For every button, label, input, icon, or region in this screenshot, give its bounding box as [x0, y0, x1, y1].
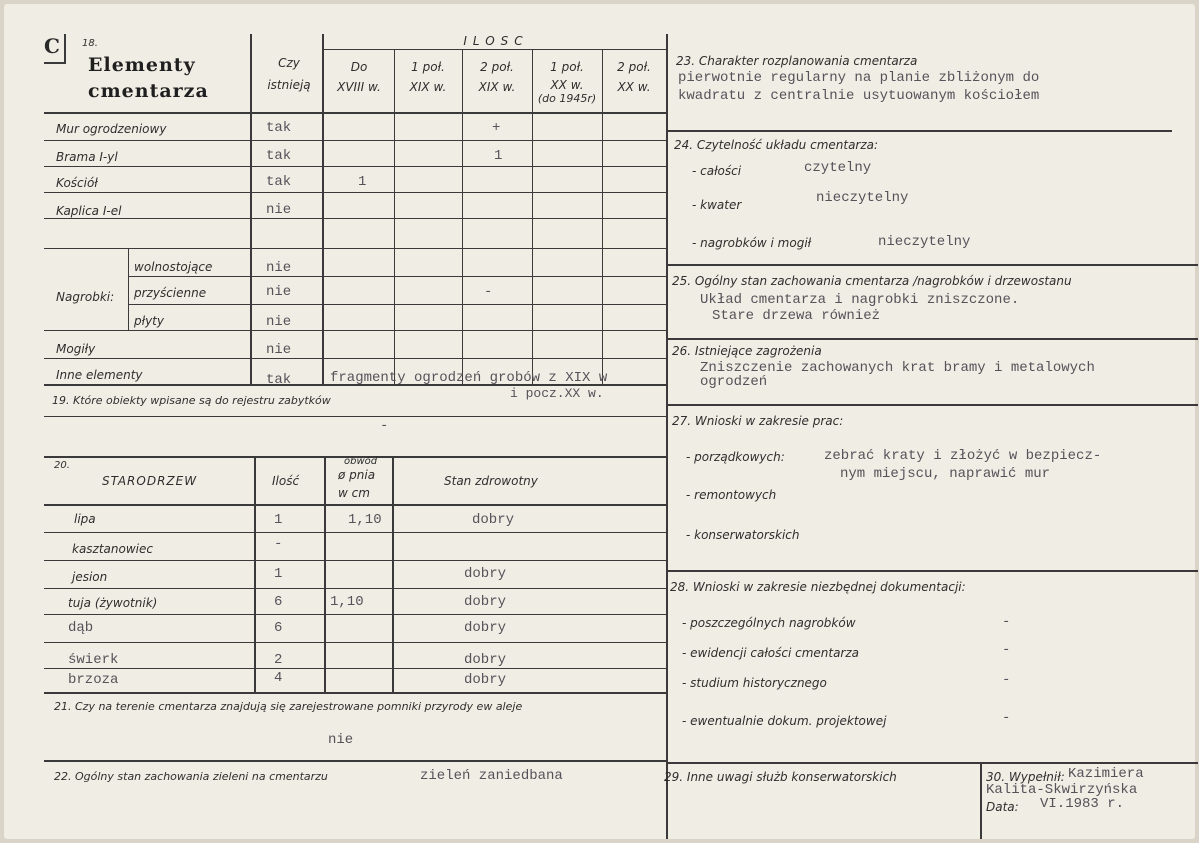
row-label-slabs: płyty [134, 314, 164, 328]
q28-item-0-label: - poszczególnych nagrobków [682, 616, 856, 630]
tree-name-5: świerk [68, 652, 119, 668]
row-label-church: Kościół [56, 176, 98, 190]
q21-label: 21. Czy na terenie cmentarza znajdują się zarejestrowane pomniki przyrody ew aleje [54, 700, 523, 713]
period-4-line1: 1 poł. [550, 60, 584, 74]
grid-v-trees-diameter [324, 458, 326, 694]
tree-name-3: tuja (żywotnik) [68, 596, 158, 610]
q23-value-line2: kwadratu z centralnie usytuowanym kościołem [678, 88, 1040, 104]
grid-h-t7 [44, 692, 666, 694]
tree-count-5: 2 [274, 652, 283, 668]
row-label-other: Inne elementy [56, 368, 143, 382]
tree-name-6: brzoza [68, 672, 119, 688]
trees-col-diameter-1: ø pnia [338, 468, 376, 482]
q25-label: 25. Ogólny stan zachowania cmentarza /nagrobków i drzewostanu [672, 274, 1072, 288]
grid-h-q25-bottom [668, 338, 1198, 340]
row-label-freestanding: wolnostojące [134, 260, 213, 274]
tree-count-2: 1 [274, 566, 283, 582]
q28-item-3-label: - ewentualnie dokum. projektowej [682, 714, 887, 728]
tree-health-4: dobry [464, 620, 507, 636]
col-quantity-header: ILOSC [463, 34, 529, 48]
row-value-other-line2: i pocz.XX w. [510, 386, 604, 401]
row-label-tombstones: Nagrobki: [56, 290, 115, 304]
trees-col-diameter-2: w cm [338, 486, 370, 500]
grid-h-r7 [128, 304, 666, 305]
tree-count-1: - [274, 536, 283, 552]
grid-h-q26-bottom [668, 404, 1198, 406]
grid-h-t5 [44, 642, 666, 643]
period-3-line2: XIX w. [478, 80, 516, 94]
tree-health-2: dobry [464, 566, 507, 582]
grid-v-center [666, 34, 668, 839]
q26-label: 26. Istniejące zagrożenia [672, 344, 822, 358]
tree-health-6: dobry [464, 672, 507, 688]
grid-h-r4 [44, 218, 666, 219]
field-number-18: 18. [82, 38, 98, 49]
col-exists-line1: Czy [278, 56, 300, 70]
period-2-line2: XIX w. [409, 80, 447, 94]
tree-name-2: jesion [72, 570, 108, 584]
tree-count-4: 6 [274, 620, 283, 636]
trees-col-girth-note: obwód [344, 456, 378, 467]
q24-whole-label: - całości [692, 164, 742, 178]
grid-h-q21-bottom [44, 760, 666, 762]
grid-h-r5 [44, 248, 666, 249]
q24-quarters-label: - kwater [692, 198, 742, 212]
q30-filled-label: 30. Wypełnił: [986, 770, 1065, 784]
q27-order-label: - porządkowych: [686, 450, 785, 464]
q27-conservation-label: - konserwatorskich [686, 528, 800, 542]
tree-diameter-0: 1,10 [348, 512, 382, 528]
row-label-gate: Brama I-yl [56, 150, 118, 164]
tree-count-6: 4 [274, 670, 283, 686]
grid-h-q27-bottom [668, 570, 1198, 572]
grid-h-r1 [44, 140, 666, 141]
period-1-line2: XVIII w. [337, 80, 381, 94]
grid-h-q28-bottom [668, 762, 1198, 764]
period-4-line2: XX w. [550, 78, 584, 92]
grid-h-quantity-sub [322, 49, 666, 50]
row-label-wall-mounted: przyścienne [134, 286, 207, 300]
section-letter-bar [64, 34, 66, 64]
period-5-line2: XX w. [617, 80, 651, 94]
grid-v-trees-count [254, 458, 256, 694]
period-2-line1: 1 poł. [411, 60, 445, 74]
grid-h-r6 [128, 276, 666, 277]
q28-item-0-value: - [1002, 614, 1011, 630]
tree-name-4: dąb [68, 620, 94, 636]
q23-value-line1: pierwotnie regularny na planie zbliżonym do [678, 70, 1040, 86]
grid-h-q23-bottom [668, 130, 1172, 132]
grid-v-p5 [602, 50, 603, 384]
grid-v-p3 [462, 50, 463, 384]
q19-label: 19. Które obiekty wpisane są do rejestru zabytków [52, 394, 331, 407]
row-value-freestanding: nie [266, 260, 292, 276]
q25-value-line1: Układ cmentarza i nagrobki zniszczone. [700, 292, 1020, 308]
trees-col-health: Stan zdrowotny [444, 474, 538, 488]
row-value-other-line1: fragmenty ogrodzeń grobów z XIX w [330, 370, 608, 386]
row-value-wall-p3: + [492, 120, 501, 136]
q27-order-value-line2: nym miejscu, naprawić mur [840, 466, 1051, 482]
q28-item-1-value: - [1002, 642, 1011, 658]
q27-repair-label: - remontowych [686, 488, 777, 502]
trees-col-name: STARODRZEW [102, 474, 198, 488]
grid-v-p4 [532, 50, 533, 384]
q27-label: 27. Wnioski w zakresie prac: [672, 414, 844, 428]
q28-label: 28. Wnioski w zakresie niezbędnej dokumentacji: [670, 580, 966, 594]
q24-whole-value: czytelny [804, 160, 872, 176]
col-exists-line2: istnieją [267, 78, 311, 92]
grid-v-trees-health [392, 458, 394, 694]
row-value-church-exists: tak [266, 174, 292, 190]
grid-h-r3 [44, 192, 666, 193]
period-5-line1: 2 poł. [617, 60, 651, 74]
tree-count-0: 1 [274, 512, 283, 528]
tree-name-0: lipa [74, 512, 96, 526]
q21-value: nie [328, 732, 354, 748]
section-letter-underline [44, 62, 66, 64]
grid-v-p2 [394, 50, 395, 384]
section-letter: C [44, 34, 60, 58]
q24-quarters-value: nieczytelny [816, 190, 909, 206]
row-value-gate-p3: 1 [494, 148, 503, 164]
grid-h-q24-bottom [668, 264, 1198, 266]
tree-health-0: dobry [472, 512, 515, 528]
grid-h-t4 [44, 614, 666, 615]
period-1-line1: Do [350, 60, 368, 74]
q19-value: - [380, 418, 389, 434]
inventory-card [4, 4, 1195, 839]
q28-item-2-label: - studium historycznego [682, 676, 827, 690]
grid-h-q19-mid [44, 416, 666, 417]
grid-h-t2 [44, 560, 666, 561]
q28-item-1-label: - ewidencji całości cmentarza [682, 646, 860, 660]
tree-health-5: dobry [464, 652, 507, 668]
q25-value-line2: Stare drzewa również [712, 308, 881, 324]
q26-value-line1: Zniszczenie zachowanych krat bramy i metalowych [700, 360, 1095, 376]
grid-h-t3 [44, 588, 666, 589]
tree-health-3: dobry [464, 594, 507, 610]
grid-v-tombstones [128, 248, 129, 330]
q24-label: 24. Czytelność układu cmentarza: [674, 138, 879, 152]
grid-h-trees-header [44, 504, 666, 506]
tree-name-1: kasztanowiec [72, 542, 153, 556]
row-label-chapel: Kaplica I-el [56, 204, 122, 218]
q22-value: zieleń zaniedbana [420, 768, 563, 784]
q24-graves-label: - nagrobków i mogił [692, 236, 812, 250]
tree-diameter-3: 1,10 [330, 594, 364, 610]
q27-order-value-line1: zebrać kraty i złożyć w bezpiecz- [824, 448, 1102, 464]
q30-date-value: VI.1983 r. [1040, 796, 1125, 812]
grid-h-t6 [44, 668, 666, 669]
q30-filled-name-1: Kazimiera [1068, 766, 1144, 782]
trees-col-count: Ilość [272, 474, 300, 488]
row-value-wall-mounted-p3: - [484, 284, 493, 300]
grid-v-q30 [980, 764, 982, 839]
row-label-wall: Mur ogrodzeniowy [56, 122, 167, 136]
q23-label: 23. Charakter rozplanowania cmentarza [676, 54, 918, 68]
row-value-gate-exists: tak [266, 148, 292, 164]
row-value-chapel-exists: nie [266, 202, 292, 218]
grid-v-exists-left [250, 34, 252, 384]
grid-v-quantity-left [322, 34, 324, 384]
grid-h-t1 [44, 532, 666, 533]
q28-item-3-value: - [1002, 710, 1011, 726]
q30-date-label: Data: [986, 800, 1019, 814]
row-value-slabs: nie [266, 314, 292, 330]
grid-h-header-bottom [44, 112, 666, 114]
tree-count-3: 6 [274, 594, 283, 610]
row-value-mass-graves: nie [266, 342, 292, 358]
row-value-wall-mounted: nie [266, 284, 292, 300]
row-label-mass-graves: Mogiły [56, 342, 96, 356]
q20-number: 20. [54, 460, 70, 471]
q30-filled-name-2: Kalita-Skwirzyńska [986, 782, 1138, 798]
period-3-line1: 2 poł. [480, 60, 514, 74]
grid-h-r2 [44, 166, 666, 167]
q28-item-2-value: - [1002, 672, 1011, 688]
elements-title-line2: cmentarza [88, 80, 209, 102]
q24-graves-value: nieczytelny [878, 234, 971, 250]
elements-title-line1: Elementy [88, 54, 196, 76]
grid-h-r8 [44, 330, 666, 331]
row-value-church-p1: 1 [358, 174, 367, 190]
q29-label: 29. Inne uwagi służb konserwatorskich [664, 770, 897, 784]
row-value-other-exists: tak [266, 372, 292, 388]
grid-h-r9 [44, 358, 666, 359]
q26-value-line2: ogrodzeń [700, 374, 768, 390]
period-4-line3: (do 1945r) [537, 92, 597, 105]
q22-label: 22. Ogólny stan zachowania zieleni na cmentarzu [54, 770, 328, 783]
row-value-wall-exists: tak [266, 120, 292, 136]
